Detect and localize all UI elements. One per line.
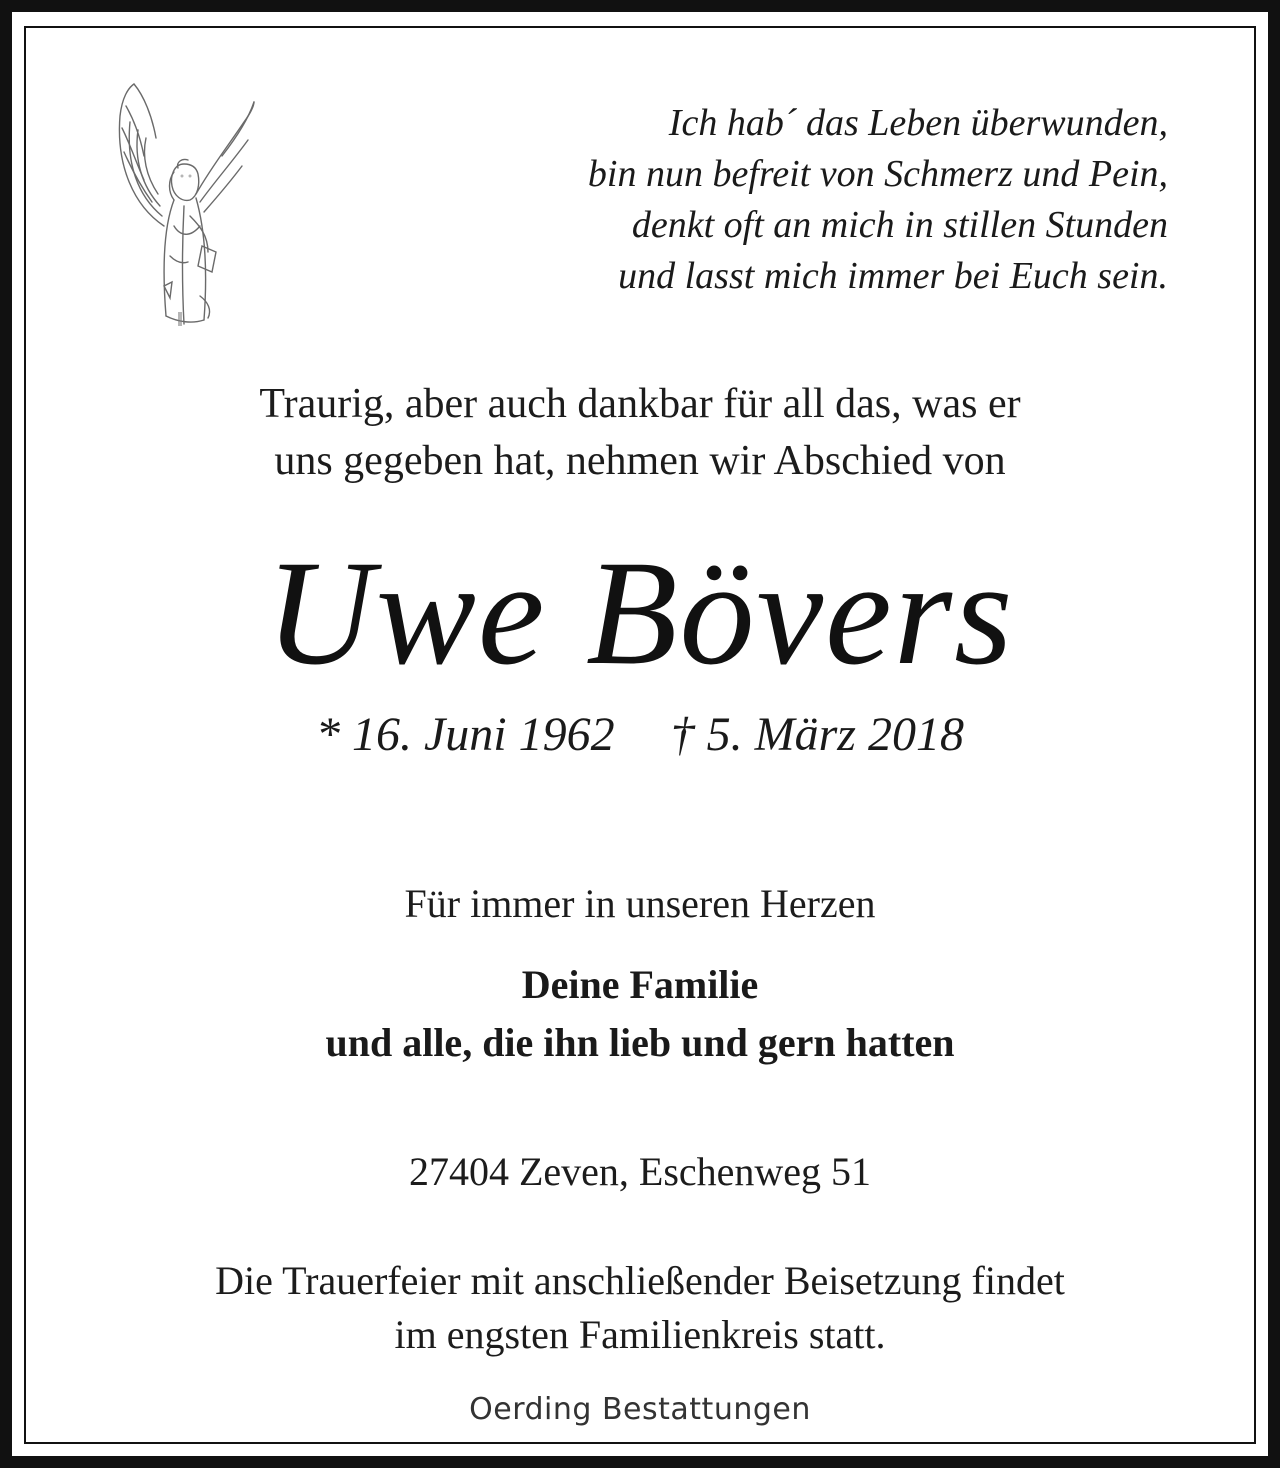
ceremony-line: im engsten Familienkreis statt. — [394, 1312, 886, 1357]
death-date: † 5. März 2018 — [670, 708, 964, 761]
intro-text — [0, 376, 1280, 490]
deceased-name: Uwe Bövers — [265, 530, 1015, 696]
poem-line: denkt oft an mich in stillen Stunden — [631, 204, 1168, 246]
poem — [408, 98, 1168, 302]
family-signature — [0, 956, 1280, 1072]
family-line: Deine Familie — [521, 962, 759, 1007]
family-line: und alle, die ihn lieb und gern hatten — [325, 1020, 955, 1065]
ceremony-line: Die Trauerfeier mit anschließender Beisetzung findet — [215, 1258, 1065, 1303]
intro-line: uns gegeben hat, nehmen wir Abschied von — [274, 438, 1006, 484]
address: 27404 Zeven, Eschenweg 51 — [408, 1149, 872, 1194]
birth-date: * 16. Juni 1962 — [316, 708, 615, 761]
intro-line: Traurig, aber auch dankbar für all das, was er — [259, 381, 1021, 427]
poem-line: bin nun befreit von Schmerz und Pein, — [587, 153, 1168, 195]
poem-line: und lasst mich immer bei Euch sein. — [618, 255, 1168, 297]
life-dates — [0, 702, 1280, 768]
undertaker: Oerding Bestattungen — [469, 1392, 811, 1427]
herzen-line: Für immer in unseren Herzen — [404, 881, 876, 926]
angel-icon — [104, 76, 264, 336]
poem-line: Ich hab´ das Leben überwunden, — [668, 102, 1168, 144]
ceremony-note — [0, 1254, 1280, 1362]
